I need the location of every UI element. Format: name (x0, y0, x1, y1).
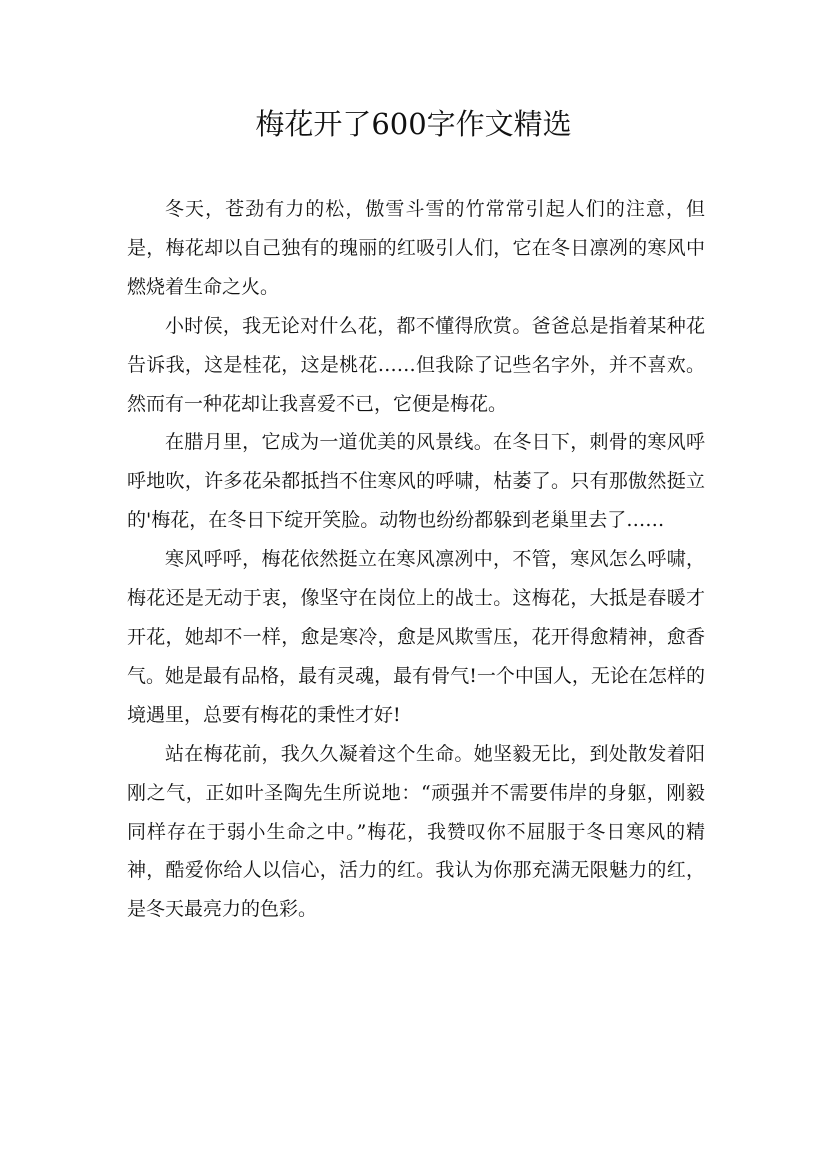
essay-body (127, 190, 705, 929)
paragraph-2: 小时侯，我无论对什么花，都不懂得欣赏。爸爸总是指着某种花告诉我，这是桂花，这是桃花……但我除了记些名字外，并不喜欢。然而有一种花却让我喜爱不已，它便是梅花。 (127, 314, 705, 415)
paragraph-1: 冬天，苍劲有力的松，傲雪斗雪的竹常常引起人们的注意，但是，梅花却以自己独有的瑰丽的红吸引人们，它在冬日凛冽的寒风中燃烧着生命之火。 (127, 198, 705, 298)
paragraph-4: 寒风呼呼，梅花依然挺立在寒风凛冽中，不管，寒风怎么呼啸，梅花还是无动于衷，像坚守在岗位上的战士。这梅花，大抵是春暖才开花，她却不一样，愈是寒冷，愈是风欺雪压，花开得愈精神，愈香气。她是最有品格，最有灵魂，最有骨气!一个中国人，无论在怎样的境遇里，总要有梅花的秉性才好! (127, 548, 705, 726)
paragraph-5: 站在梅花前，我久久凝着这个生命。她坚毅无比，到处散发着阳刚之气，正如叶圣陶先生所说地：“顽强并不需要伟岸的身躯，刚毅同样存在于弱小生命之中。”梅花，我赞叹你不屈服于冬日寒风的精神，酷爱你给人以信心，活力的红。我认为你那充满无限魅力的红，是冬天最亮力的色彩。 (127, 742, 705, 921)
paragraph-3: 在腊月里，它成为一道优美的风景线。在冬日下，刺骨的寒风呼呼地吹，许多花朵都抵挡不住寒风的呼啸，枯萎了。只有那傲然挺立的'梅花，在冬日下绽开笑脸。动物也纷纷都躲到老巢里去了…… (127, 431, 705, 532)
document-title: 梅花开了600字作文精选 (255, 107, 572, 141)
